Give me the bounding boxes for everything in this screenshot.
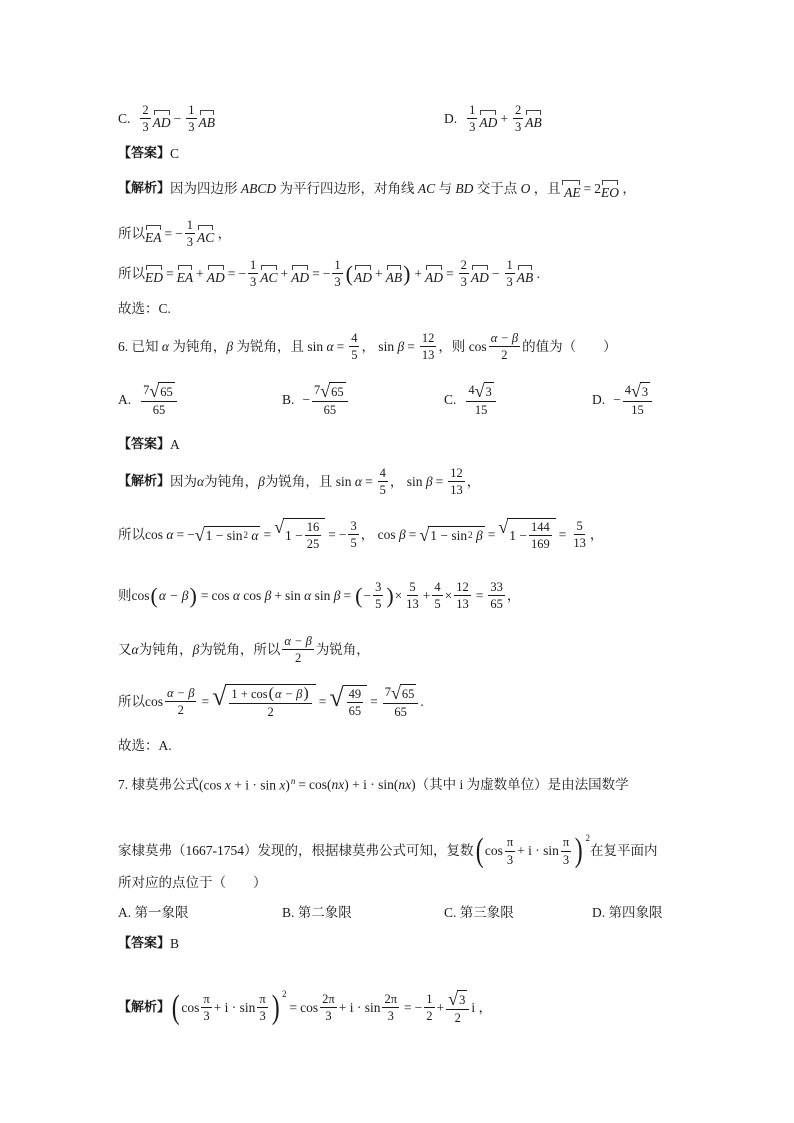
text: 所以	[118, 266, 145, 282]
q7-option-c	[444, 906, 514, 920]
text: 为锐角，	[315, 642, 370, 658]
fraction: $\frac{\alpha - \beta}{2}$	[490, 331, 519, 363]
text: 又	[118, 642, 132, 658]
option-label: D.	[444, 111, 458, 127]
option-text: C. 第三象限	[444, 905, 514, 920]
fraction: $\frac{\alpha - \beta}{2}$	[167, 685, 195, 718]
text: （其中 i 为虚数单位）是由法国数学	[415, 776, 629, 792]
fraction: $\frac{1}{3}$	[334, 258, 341, 290]
fraction: $\frac{4}{5}$	[379, 466, 386, 498]
answer-value: A	[170, 437, 180, 452]
answer-tag: 【答案】	[118, 146, 171, 162]
fraction: $\frac{2}{3}$	[142, 103, 149, 135]
text: 的值为（ ）	[522, 339, 617, 355]
text: 与	[438, 181, 453, 196]
text: 所对应的点位于（ ）	[118, 875, 267, 890]
fraction: $\frac{2}{3}$	[460, 258, 467, 290]
text: 所以	[118, 693, 145, 709]
text: 所以	[118, 226, 145, 242]
fraction: 7 √ 65 65	[383, 684, 419, 719]
option-text: D. 第四象限	[592, 905, 663, 920]
text: 因为四边形	[170, 181, 238, 196]
answer-7	[118, 937, 179, 951]
fraction: $\frac{1}{3}$	[186, 218, 193, 250]
option-label: C.	[118, 111, 131, 127]
answer-5	[118, 147, 179, 161]
text: 为平行四边形，对角线	[279, 181, 415, 196]
option-label: C.	[444, 391, 457, 407]
solution-6-line2: 所以 cos α = − √ 1 − sin 2 α = √ 1 − $\frac{16}{25}$ = − $\frac{3}{5}$ ， cos β = √ 1 − sin 2 β = √ 1 − $\frac{144}{169}$ = $\frac{5}{13}$ ，	[118, 517, 604, 552]
solution-7-line1: 【解析】 ( cos $\frac{\pi}{3}$ + i · sin $\frac{\pi}{3}$ ) 2 = cos $\frac{2\pi}{3}$ + i · sin $\frac{2\pi}{3}$ = − $\frac{1}{2}$ + √ 3 2 i ，	[118, 988, 492, 1026]
solution-tag: 【解析】	[118, 474, 171, 490]
q6-option-b: B. − 7 √ 65 65	[282, 382, 350, 417]
option-label: D.	[592, 391, 606, 407]
question-7-line1: 7. 棣莫弗公式 (cos x + i · sin x)$^n$ = cos( nx ) + i · sin( nx ) （其中 i 为虚数单位）是由法国数学	[118, 776, 629, 793]
solution-6-line1: 【解析】 因为 α 为钝角， β 为锐角，且 sin α = $\frac{4}{5}$ ， sin β = $\frac{12}{13}$ ，	[118, 466, 481, 498]
fraction: 7 √ 65 65	[141, 382, 177, 417]
text: 交于点	[476, 181, 518, 196]
answer-tag: 【答案】	[118, 437, 171, 453]
text: 为锐角，所以	[199, 642, 281, 658]
q6-option-d: D. − 4 √ 3 15	[592, 382, 654, 417]
option-label: B.	[282, 391, 295, 407]
text: 为钝角，	[172, 339, 227, 355]
question-7-line2: 家棣莫弗（1667-1754）发现的，根据棣莫弗公式可知，复数 ( cos $\frac{\pi}{3}$ + i · sin $\frac{\pi}{3}$ ) 2 在复平面内	[118, 832, 658, 869]
answer-tag: 【答案】	[118, 936, 171, 952]
text: 故选：C.	[118, 301, 171, 316]
fraction: $\frac{2}{3}$	[515, 103, 522, 135]
option-text: A. 第一象限	[118, 905, 189, 920]
text: 为钝角，	[138, 642, 193, 658]
fraction: 7 √ 65 65	[312, 382, 348, 417]
q7-option-d	[592, 906, 663, 920]
fraction: $\frac{\alpha - \beta}{2}$	[284, 634, 312, 666]
fraction: 4 √ 3 15	[466, 382, 495, 417]
solution-tag: 【解析】	[118, 181, 171, 197]
q6-option-c	[444, 382, 498, 417]
text: 在复平面内	[590, 843, 658, 859]
solution-tag: 【解析】	[118, 1000, 171, 1016]
text: 故选：A.	[118, 738, 172, 753]
text: 6. 已知	[118, 339, 159, 355]
text: ，则	[438, 339, 466, 355]
fraction: 4 √ 3 15	[623, 382, 652, 417]
text: 为锐角，且	[236, 339, 304, 355]
question-7-line3	[118, 876, 267, 890]
conclusion-5	[118, 302, 171, 316]
q7-option-a	[118, 906, 189, 920]
option-text: B. 第二象限	[282, 905, 352, 920]
q5-option-c: C. $\frac{2}{3}$ AD − $\frac{1}{3}$ AB	[118, 103, 216, 135]
fraction: $\frac{12}{13}$	[450, 466, 463, 498]
text: 为锐角，且	[264, 474, 333, 490]
q7-option-b	[282, 906, 352, 920]
solution-6-line4: 又 α 为钝角， β 为锐角，所以 $\frac{\alpha - \beta}{2}$ 为锐角，	[118, 634, 370, 666]
fraction: $\frac{1}{3}$	[250, 258, 257, 290]
text: 所以	[118, 527, 145, 543]
text: ，且	[533, 181, 561, 196]
q5-option-d: D. $\frac{1}{3}$ AD + $\frac{2}{3}$ AB	[444, 103, 542, 135]
option-label: A.	[118, 391, 132, 407]
conclusion-6	[118, 739, 172, 753]
solution-5-line2: 所以 EA = − $\frac{1}{3}$ AC ，	[118, 218, 232, 250]
fraction: $\frac{1}{3}$	[188, 103, 195, 135]
solution-6-line3: 则 cos ( α − β ) = cos α cos β + sin α sin β = ( − $\frac{3}{5}$ ) × $\frac{5}{13}$ + $\frac{4}{5}$ × $\frac{12}{13}$ = $\frac{33}{65}$ ，	[118, 580, 521, 612]
fraction: $\frac{1}{3}$	[469, 103, 476, 135]
answer-6	[118, 438, 180, 452]
solution-6-line5: 所以 cos $\frac{\alpha - \beta}{2}$ = √ $\frac{1 + \cos(\alpha - \beta)}{2}$ = √ $\frac{49}{65}$ = 7 √ 65 65 .	[118, 682, 424, 719]
q6-option-a	[118, 382, 179, 417]
question-6-stem: 6. 已知 α 为钝角， β 为锐角，且 sin α = $\frac{4}{5}$ ， sin β = $\frac{12}{13}$ ，则 cos $\frac{\alpha - \beta}{2}$ 的值为（ ）	[118, 331, 617, 363]
text: 因为	[170, 474, 198, 490]
text: 家棣莫弗（1667-1754）发现的，根据棣莫弗公式可知，复数	[118, 843, 474, 859]
fraction: $\frac{4}{5}$	[351, 331, 358, 363]
solution-5-line1: 【解析】 因为四边形 ABCD 为平行四边形，对角线 AC 与 BD 交于点 O ，且 AE = 2 EO ，	[118, 178, 636, 200]
fraction: $\frac{5}{13}$	[573, 519, 586, 551]
fraction: $\frac{12}{13}$	[421, 331, 435, 363]
fraction: $\frac{3}{5}$	[350, 519, 357, 551]
fraction: $\frac{1}{3}$	[506, 258, 513, 290]
text: 7. 棣莫弗公式	[118, 776, 199, 792]
solution-5-line3: 所以 ED = EA + AD = − $\frac{1}{3}$ AC + AD = − $\frac{1}{3}$ ( AD + AB ) + AD = $\frac{2}{3}$ AD − $\frac{1}{3}$ AB .	[118, 258, 541, 290]
answer-value: B	[170, 936, 180, 951]
text: 则	[118, 588, 132, 604]
text: 为钝角，	[204, 474, 259, 490]
answer-value: C	[170, 146, 180, 161]
